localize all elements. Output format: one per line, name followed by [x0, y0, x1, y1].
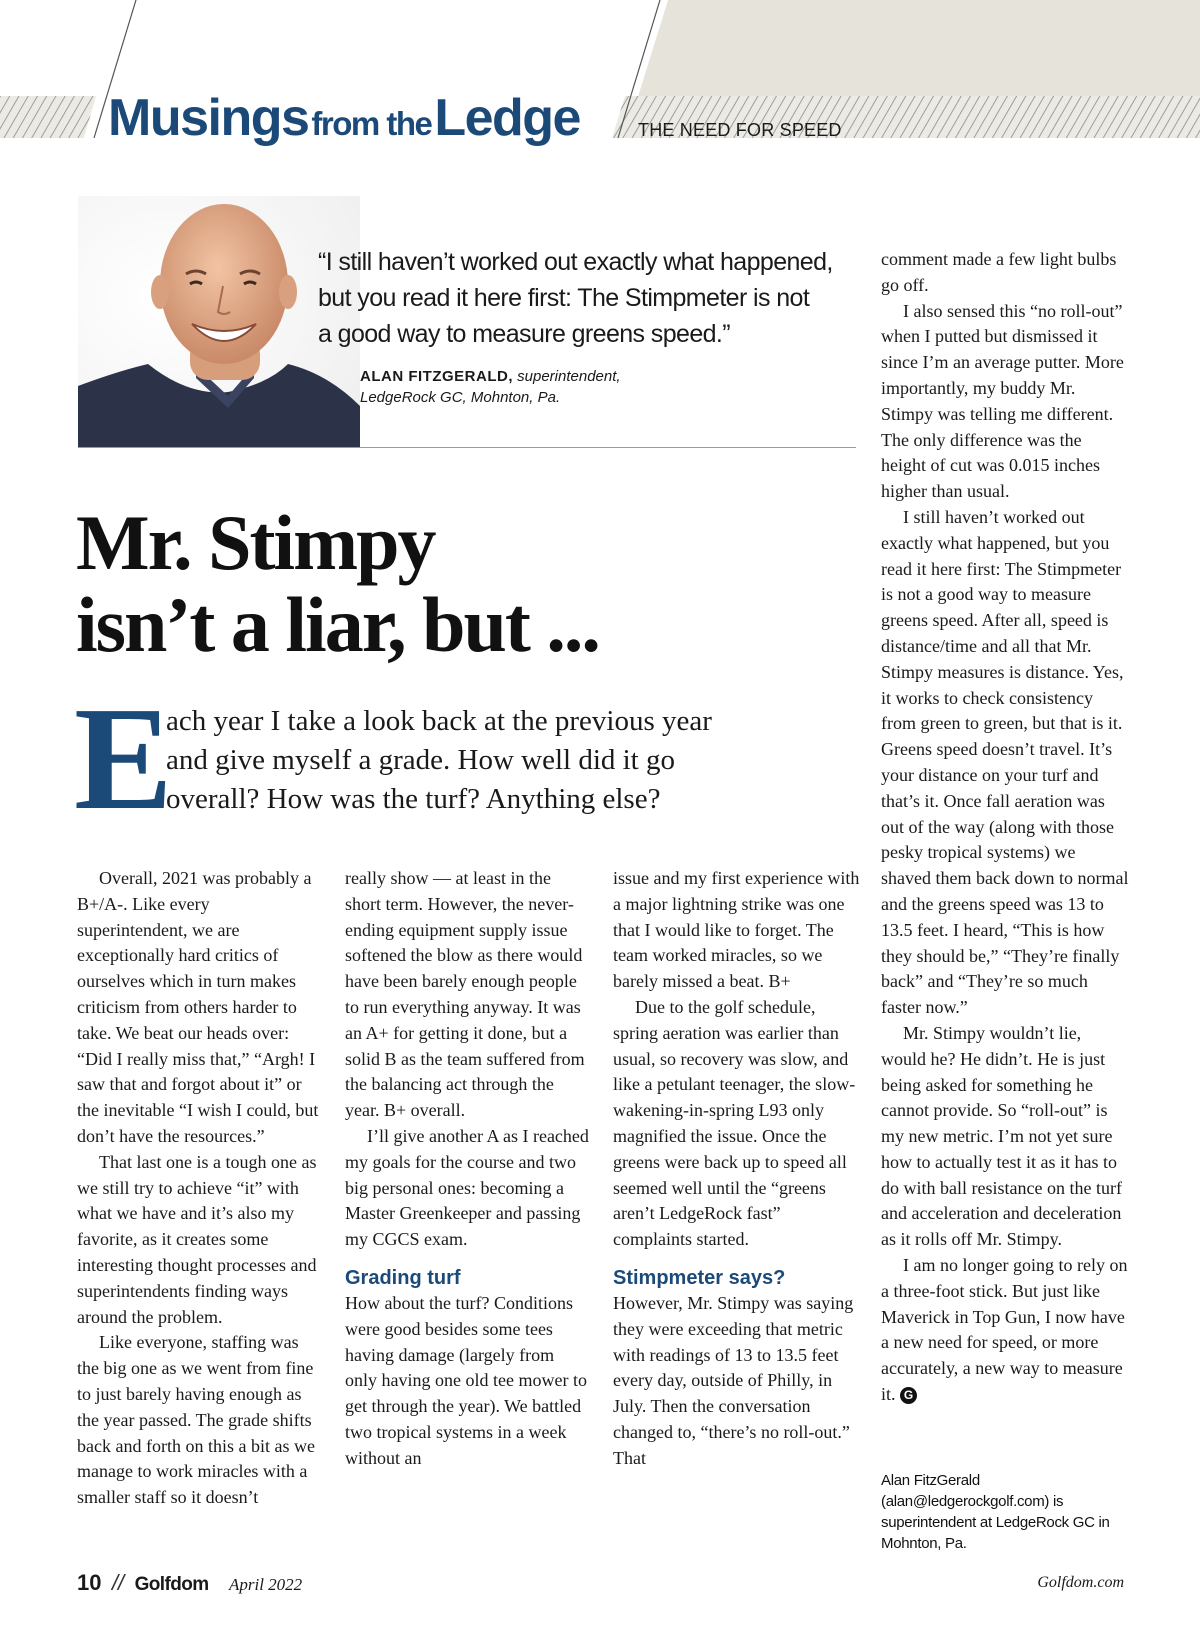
- body-paragraph: really show — at least in the short term. However, the never-ending equipment supply issue softened the blow as there would have been barely enough people to run everything anyway. It was an A+ for getting it done, but a solid B as the team suffered from the balancing act through the year. B+ overall.: [345, 868, 585, 1121]
- final-paragraph-text: I am no longer going to rely on a three-foot stick. But just like Maverick in Top Gun, I now have a new need for speed, or more accurately, a new way to measure it.: [881, 1255, 1128, 1405]
- body-paragraph: Like everyone, staffing was the big one as we went from fine to just barely having enough as the year passed. The grade shifts back and forth on this a bit as we manage to work miracles with a smaller staff so it doesn’t: [77, 1332, 315, 1508]
- subhead-stimpmeter-says: Stimpmeter says?: [613, 1266, 786, 1289]
- attribution-name: ALAN FITZGERALD,: [360, 368, 513, 385]
- article-headline: [76, 499, 599, 668]
- article-deck: [166, 702, 786, 819]
- deck-line: ach year I take a look back at the previous year: [166, 705, 712, 737]
- section-title-word-2: from the: [311, 105, 432, 142]
- deck-line: overall? How was the turf? Anything else?: [166, 783, 661, 815]
- headline-line: isn’t a liar, but ...: [76, 581, 599, 668]
- subhead-grading-turf: Grading turf: [345, 1266, 461, 1289]
- body-paragraph: That last one is a tough one as we still try to achieve “it” with what we have and it’s also my favorite, as it creates some interesting thought processes and superintendents finding ways around the problem.: [77, 1151, 317, 1327]
- pull-quote-line: “I still haven’t worked out exactly what happened,: [318, 248, 833, 276]
- body-paragraph: I’ll give another A as I reached my goals for the course and two big personal ones: becoming a Master Greenkeeper and passing my CGCS exam.: [345, 1125, 589, 1250]
- quote-attribution: [360, 366, 621, 408]
- body-paragraph: Mr. Stimpy wouldn’t lie, would he? He didn’t. He is just being asked for something he cannot provide. So “roll-out” is my new metric. I’m not yet sure how to actually test it as it has to do with ball resistance on the turf and acceleration and deceleration as it rolls off Mr. Stimpy.: [881, 1022, 1122, 1250]
- body-paragraph: I also sensed this “no roll-out” when I putted but dismissed it since I’m an average putter. More importantly, my buddy Mr. Stimpy was telling me different. The only difference was the height of cut was 0.015 inches higher than usual.: [881, 300, 1124, 502]
- issue-date: April 2022: [228, 1575, 303, 1594]
- page-number: 10: [77, 1570, 102, 1595]
- body-paragraph: However, Mr. Stimpy was saying they were exceeding that metric with readings of 13 to 13.5 feet every day, outside of Philly, in July. Then the conversation changed to, “there’s no roll-out.” That: [613, 1292, 854, 1468]
- pull-quote: [318, 244, 858, 352]
- deck-line: and give myself a grade. How well did it go: [166, 744, 675, 776]
- divider-rule: [78, 447, 856, 448]
- pull-quote-line: but you read it here first: The Stimpmeter is not: [318, 284, 810, 312]
- body-paragraph: I still haven’t worked out exactly what happened, but you read it here first: The Stimpmeter is not a good way to measure greens speed. After all, speed is distance/time and all that Mr. Stimpy measures is distance. Yes, it works to check consistency from green to green, but that is it. Greens speed doesn’t travel. It’s your distance on your turf and that’s it. Once fall aeration was out of the way (along with those pesky tropical systems) we shaved them back down to normal and the greens speed was 13 to 13.5 feet. I heard, “This is how they should be,” “They’re finally back” and “They’re so much faster now.”: [881, 506, 1129, 1018]
- author-bio: Alan FitzGerald (alan@ledgerockgolf.com) is superintendent at LedgeRock GC in Mohnton, Pa.: [881, 1472, 1110, 1552]
- attribution-role: superintendent,: [512, 368, 621, 385]
- section-title: [108, 88, 580, 148]
- footer-folio: [77, 1570, 302, 1596]
- body-column-2: [345, 866, 590, 1472]
- body-column-3: [613, 866, 860, 1472]
- section-kicker: THE NEED FOR SPEED: [638, 120, 842, 140]
- footer-website: Golfdom.com: [1037, 1574, 1124, 1591]
- drop-cap: E: [74, 677, 173, 841]
- body-paragraph: comment made a few light bulbs go off.: [881, 249, 1117, 295]
- body-paragraph: issue and my first experience with a major lightning strike was one that I would like to forget. The team worked miracles, so we barely missed a beat. B+: [613, 868, 860, 992]
- body-paragraph: Overall, 2021 was probably a B+/A-. Like every superintendent, we are exceptionally hard critics of ourselves which in turn makes criticism from others harder to take. We beat our heads over: “Did I really miss that,” “Argh! I saw that and forgot about it” or the inevitable “I wish I could, but don’t have the resources.”: [77, 868, 319, 1146]
- body-paragraph-final: [881, 1253, 1129, 1408]
- body-paragraph: How about the turf? Conditions were good besides some tees having damage (largely from only having one old tee mower to get through the year). We battled two tropical systems in a week without an: [345, 1292, 587, 1468]
- body-column-4: [881, 247, 1129, 1408]
- magazine-name: Golfdom: [134, 1574, 209, 1595]
- body-column-1: [77, 866, 321, 1511]
- section-title-word-3: Ledge: [434, 89, 580, 147]
- end-mark-icon: G: [900, 1387, 917, 1404]
- section-title-word-1: Musings: [108, 89, 309, 147]
- headline-line: Mr. Stimpy: [76, 499, 435, 586]
- pull-quote-line: a good way to measure greens speed.”: [318, 320, 730, 348]
- attribution-place: LedgeRock GC, Mohnton, Pa.: [360, 389, 561, 406]
- body-paragraph: Due to the golf schedule, spring aeration was earlier than usual, so recovery was slow, and like a petulant teenager, the slow-wakening-in-spring L93 only magnified the issue. Once the greens were back up to speed all seemed well until the “greens aren’t LedgeRock fast” complaints started.: [613, 996, 856, 1250]
- footer-separator: //: [111, 1570, 125, 1595]
